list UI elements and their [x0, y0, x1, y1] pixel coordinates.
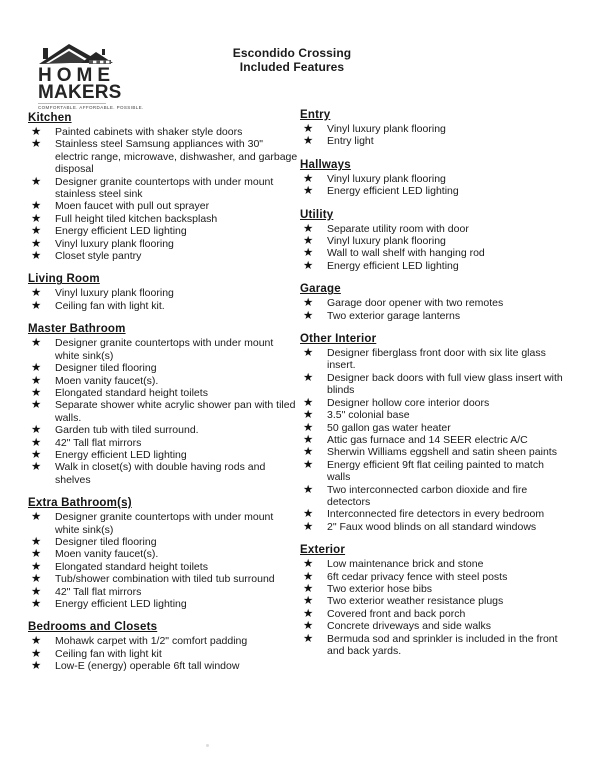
logo-tagline: COMFORTABLE. AFFORDABLE. POSSIBLE.	[38, 105, 144, 110]
feature-item-text: Low maintenance brick and stone	[327, 558, 484, 571]
feature-item-text: Two exterior garage lanterns	[327, 309, 461, 322]
feature-item	[28, 287, 298, 299]
feature-item-text: Moen faucet with pull out sprayer	[55, 200, 210, 213]
star-bullet-icon: ★	[31, 598, 42, 610]
star-bullet-icon: ★	[31, 448, 42, 461]
section-exterior	[300, 544, 570, 657]
star-bullet-icon: ★	[303, 235, 314, 248]
logo-text-home: HOME	[38, 65, 115, 86]
feature-list	[300, 347, 570, 533]
section-hallways	[300, 159, 570, 198]
feature-item	[300, 397, 570, 409]
feature-item	[28, 548, 298, 560]
feature-item	[300, 620, 570, 632]
star-bullet-icon: ★	[303, 259, 314, 272]
feature-item	[300, 247, 570, 259]
feature-item-text: Sherwin Williams eggshell and satin sheen paints	[327, 446, 557, 459]
feature-item	[28, 387, 298, 399]
feature-item-text: Vinyl luxury plank flooring	[55, 237, 174, 250]
feature-item-text: Energy efficient LED lighting	[55, 598, 187, 610]
feature-item	[300, 310, 570, 322]
section-garage	[300, 283, 570, 322]
section-heading: Entry	[300, 109, 331, 121]
star-bullet-icon: ★	[31, 635, 42, 648]
feature-item	[28, 635, 298, 647]
feature-item	[300, 434, 570, 446]
feature-item-text: Designer granite countertops with under mount white sink(s)	[55, 511, 274, 536]
feature-item-text: 42" Tall flat mirrors	[55, 585, 142, 598]
feature-item	[28, 200, 298, 212]
feature-item-text: Garage door opener with two remotes	[327, 297, 504, 310]
star-bullet-icon: ★	[303, 433, 314, 446]
star-bullet-icon: ★	[303, 123, 314, 135]
scan-artifact-dot	[206, 744, 209, 747]
feature-item	[300, 409, 570, 421]
section-extra-bathroom-s	[28, 497, 298, 610]
feature-item	[28, 424, 298, 436]
star-bullet-icon: ★	[303, 558, 314, 571]
feature-item-text: Separate shower white acrylic shower pan with tiled walls.	[55, 399, 296, 424]
feature-item	[28, 126, 298, 138]
star-bullet-icon: ★	[303, 135, 314, 148]
star-bullet-icon: ★	[303, 247, 314, 260]
feature-item	[28, 225, 298, 237]
title-line-2: Included Features	[239, 60, 345, 74]
star-bullet-icon: ★	[31, 362, 42, 375]
feature-item	[28, 250, 298, 262]
feature-item	[300, 595, 570, 607]
feature-item-text: Vinyl luxury plank flooring	[55, 287, 174, 300]
feature-item-text: Separate utility room with door	[327, 222, 469, 235]
star-bullet-icon: ★	[303, 185, 314, 198]
feature-item-text: Energy efficient LED lighting	[327, 259, 459, 272]
star-bullet-icon: ★	[303, 632, 314, 645]
star-bullet-icon: ★	[303, 421, 314, 434]
feature-list	[28, 511, 298, 610]
feature-item	[28, 461, 298, 486]
feature-item-text: Full height tiled kitchen backsplash	[55, 212, 218, 225]
feature-item-text: Vinyl luxury plank flooring	[327, 172, 446, 185]
section-heading: Hallways	[300, 158, 351, 171]
section-heading: Other Interior	[300, 333, 377, 346]
feature-item	[300, 571, 570, 583]
feature-list	[28, 287, 298, 312]
feature-item-text: Ceiling fan with light kit	[55, 647, 162, 660]
feature-item	[28, 449, 298, 461]
star-bullet-icon: ★	[31, 374, 42, 387]
star-bullet-icon: ★	[303, 582, 314, 595]
feature-item-text: Designer tiled flooring	[55, 362, 157, 375]
feature-list	[28, 337, 298, 486]
feature-list	[300, 558, 570, 657]
feature-item	[28, 536, 298, 548]
feature-item-text: Garden tub with tiled surround.	[55, 424, 199, 437]
feature-item	[300, 347, 570, 372]
star-bullet-icon: ★	[303, 371, 314, 384]
feature-item	[300, 173, 570, 185]
feature-item	[300, 123, 570, 135]
feature-item-text: Designer back doors with full view glass insert with blinds	[327, 371, 563, 397]
feature-item	[300, 135, 570, 147]
section-heading: Utility	[300, 208, 334, 221]
star-bullet-icon: ★	[31, 585, 42, 598]
star-bullet-icon: ★	[31, 647, 42, 660]
feature-item	[28, 573, 298, 585]
feature-item	[300, 508, 570, 520]
section-other-interior	[300, 333, 570, 533]
feature-item-text: Closet style pantry	[55, 250, 142, 263]
left-column	[28, 112, 298, 684]
section-heading: Kitchen	[28, 112, 72, 124]
feature-item	[28, 660, 298, 672]
star-bullet-icon: ★	[31, 175, 42, 188]
star-bullet-icon: ★	[31, 126, 42, 138]
feature-item-text: Low-E (energy) operable 6ft tall window	[55, 660, 240, 673]
star-bullet-icon: ★	[31, 660, 42, 673]
feature-item	[28, 511, 298, 536]
feature-list	[300, 297, 570, 322]
star-bullet-icon: ★	[31, 225, 42, 238]
feature-item-text: Two exterior hose bibs	[327, 582, 433, 595]
star-bullet-icon: ★	[303, 607, 314, 620]
feature-item	[28, 648, 298, 660]
feature-item-text: Concrete driveways and side walks	[327, 620, 491, 633]
feature-item	[300, 446, 570, 458]
feature-item	[300, 260, 570, 272]
section-living-room	[28, 273, 298, 312]
star-bullet-icon: ★	[303, 347, 314, 360]
section-kitchen	[28, 112, 298, 262]
star-bullet-icon: ★	[303, 570, 314, 583]
star-bullet-icon: ★	[31, 436, 42, 449]
feature-item	[28, 561, 298, 573]
feature-item-text: Wall to wall shelf with hanging rod	[327, 247, 485, 260]
feature-list	[300, 123, 570, 148]
star-bullet-icon: ★	[31, 399, 42, 412]
section-heading: Garage	[300, 283, 341, 296]
feature-item	[300, 521, 570, 533]
feature-item-text: Designer granite countertops with under mount white sink(s)	[55, 337, 274, 362]
feature-item-text: Interconnected fire detectors in every bedroom	[327, 508, 545, 521]
feature-item-text: Moen vanity faucet(s).	[55, 548, 159, 561]
feature-item-text: Bermuda sod and sprinkler is included in the front and back yards.	[327, 632, 558, 657]
feature-item-text: Elongated standard height toilets	[55, 560, 208, 573]
section-heading: Master Bathroom	[28, 323, 126, 336]
star-bullet-icon: ★	[303, 222, 314, 235]
star-bullet-icon: ★	[303, 520, 314, 533]
feature-item-text: Designer fiberglass front door with six lite glass insert.	[327, 347, 546, 372]
star-bullet-icon: ★	[303, 595, 314, 608]
star-bullet-icon: ★	[31, 337, 42, 350]
feature-item-text: Mohawk carpet with 1/2" comfort padding	[55, 635, 248, 648]
feature-item-text: Vinyl luxury plank flooring	[327, 235, 446, 248]
feature-list	[28, 635, 298, 672]
star-bullet-icon: ★	[31, 138, 42, 151]
feature-item-text: 50 gallon gas water heater	[327, 421, 451, 434]
star-bullet-icon: ★	[31, 535, 42, 548]
star-bullet-icon: ★	[31, 424, 42, 437]
section-bedrooms-and-closets	[28, 621, 298, 672]
star-bullet-icon: ★	[31, 200, 42, 213]
section-entry	[300, 109, 570, 148]
feature-item	[28, 375, 298, 387]
section-heading: Extra Bathroom(s)	[28, 497, 132, 510]
feature-item	[28, 138, 298, 175]
feature-item-text: Two exterior weather resistance plugs	[327, 595, 504, 608]
feature-list	[300, 173, 570, 198]
star-bullet-icon: ★	[31, 212, 42, 225]
feature-item-text: Designer hollow core interior doors	[327, 396, 490, 409]
star-bullet-icon: ★	[303, 309, 314, 322]
section-utility	[300, 209, 570, 273]
feature-item-text: Stainless steel Samsung appliances with 30" electric range, microwave, dishwasher, and garbage disposal	[55, 138, 298, 176]
logo-text-makers: MAKERS	[38, 82, 122, 103]
document-title	[92, 46, 492, 74]
star-bullet-icon: ★	[31, 287, 42, 300]
feature-item	[300, 583, 570, 595]
feature-item-text: Designer tiled flooring	[55, 535, 157, 548]
star-bullet-icon: ★	[31, 573, 42, 586]
feature-item	[28, 238, 298, 250]
feature-item-text: 6ft cedar privacy fence with steel posts	[327, 570, 508, 583]
star-bullet-icon: ★	[31, 299, 42, 312]
title-line-1: Escondido Crossing	[232, 46, 352, 60]
feature-item-text: Energy efficient 9ft flat ceiling painted to match walls	[327, 458, 544, 484]
section-heading: Exterior	[300, 544, 346, 557]
feature-item-text: Attic gas furnace and 14 SEER electric A/C	[327, 433, 528, 446]
feature-item	[28, 176, 298, 201]
feature-item	[28, 337, 298, 362]
star-bullet-icon: ★	[303, 396, 314, 409]
star-bullet-icon: ★	[31, 511, 42, 524]
feature-item-text: Two interconnected carbon dioxide and fire detectors	[327, 483, 528, 508]
feature-item	[300, 558, 570, 570]
star-bullet-icon: ★	[31, 560, 42, 573]
feature-item-text: Energy efficient LED lighting	[55, 448, 187, 461]
feature-item	[28, 362, 298, 374]
feature-item	[28, 586, 298, 598]
feature-item-text: Energy efficient LED lighting	[327, 185, 459, 198]
feature-item	[300, 633, 570, 658]
star-bullet-icon: ★	[31, 237, 42, 250]
section-master-bathroom	[28, 323, 298, 486]
feature-item	[300, 235, 570, 247]
star-bullet-icon: ★	[303, 172, 314, 185]
section-heading: Living Room	[28, 273, 100, 286]
star-bullet-icon: ★	[303, 508, 314, 521]
feature-list	[28, 126, 298, 262]
star-bullet-icon: ★	[303, 297, 314, 310]
star-bullet-icon: ★	[303, 409, 314, 422]
feature-item	[300, 484, 570, 509]
star-bullet-icon: ★	[31, 250, 42, 263]
star-bullet-icon: ★	[303, 483, 314, 496]
feature-item-text: Vinyl luxury plank flooring	[327, 123, 446, 135]
right-column	[300, 109, 570, 668]
star-bullet-icon: ★	[31, 386, 42, 399]
feature-item	[28, 300, 298, 312]
feature-item	[300, 422, 570, 434]
feature-list	[300, 223, 570, 273]
feature-item-text: 42" Tall flat mirrors	[55, 436, 142, 449]
feature-item-text: Moen vanity faucet(s).	[55, 374, 159, 387]
feature-item-text: Tub/shower combination with tiled tub surround	[55, 573, 275, 586]
star-bullet-icon: ★	[303, 446, 314, 459]
star-bullet-icon: ★	[31, 461, 42, 474]
section-heading: Bedrooms and Closets	[28, 621, 158, 634]
feature-item	[28, 399, 298, 424]
feature-item	[28, 213, 298, 225]
feature-item-text: Walk in closet(s) with double having rods and shelves	[55, 461, 266, 486]
feature-item-text: Painted cabinets with shaker style doors	[55, 126, 243, 138]
feature-item	[300, 372, 570, 397]
feature-item-text: Designer granite countertops with under mount stainless steel sink	[55, 175, 274, 201]
feature-item-text: 2" Faux wood blinds on all standard windows	[327, 520, 537, 533]
feature-item	[28, 598, 298, 610]
feature-item	[300, 185, 570, 197]
feature-item-text: 3.5" colonial base	[327, 409, 410, 422]
star-bullet-icon: ★	[31, 548, 42, 561]
feature-item	[300, 223, 570, 235]
feature-item-text: Elongated standard height toilets	[55, 386, 208, 399]
feature-item-text: Ceiling fan with light kit.	[55, 299, 165, 312]
feature-item	[300, 459, 570, 484]
feature-item	[300, 608, 570, 620]
feature-item	[300, 297, 570, 309]
star-bullet-icon: ★	[303, 458, 314, 471]
feature-item-text: Entry light	[327, 135, 374, 148]
feature-item-text: Covered front and back porch	[327, 607, 466, 620]
feature-item	[28, 437, 298, 449]
star-bullet-icon: ★	[303, 620, 314, 633]
feature-item-text: Energy efficient LED lighting	[55, 225, 187, 238]
